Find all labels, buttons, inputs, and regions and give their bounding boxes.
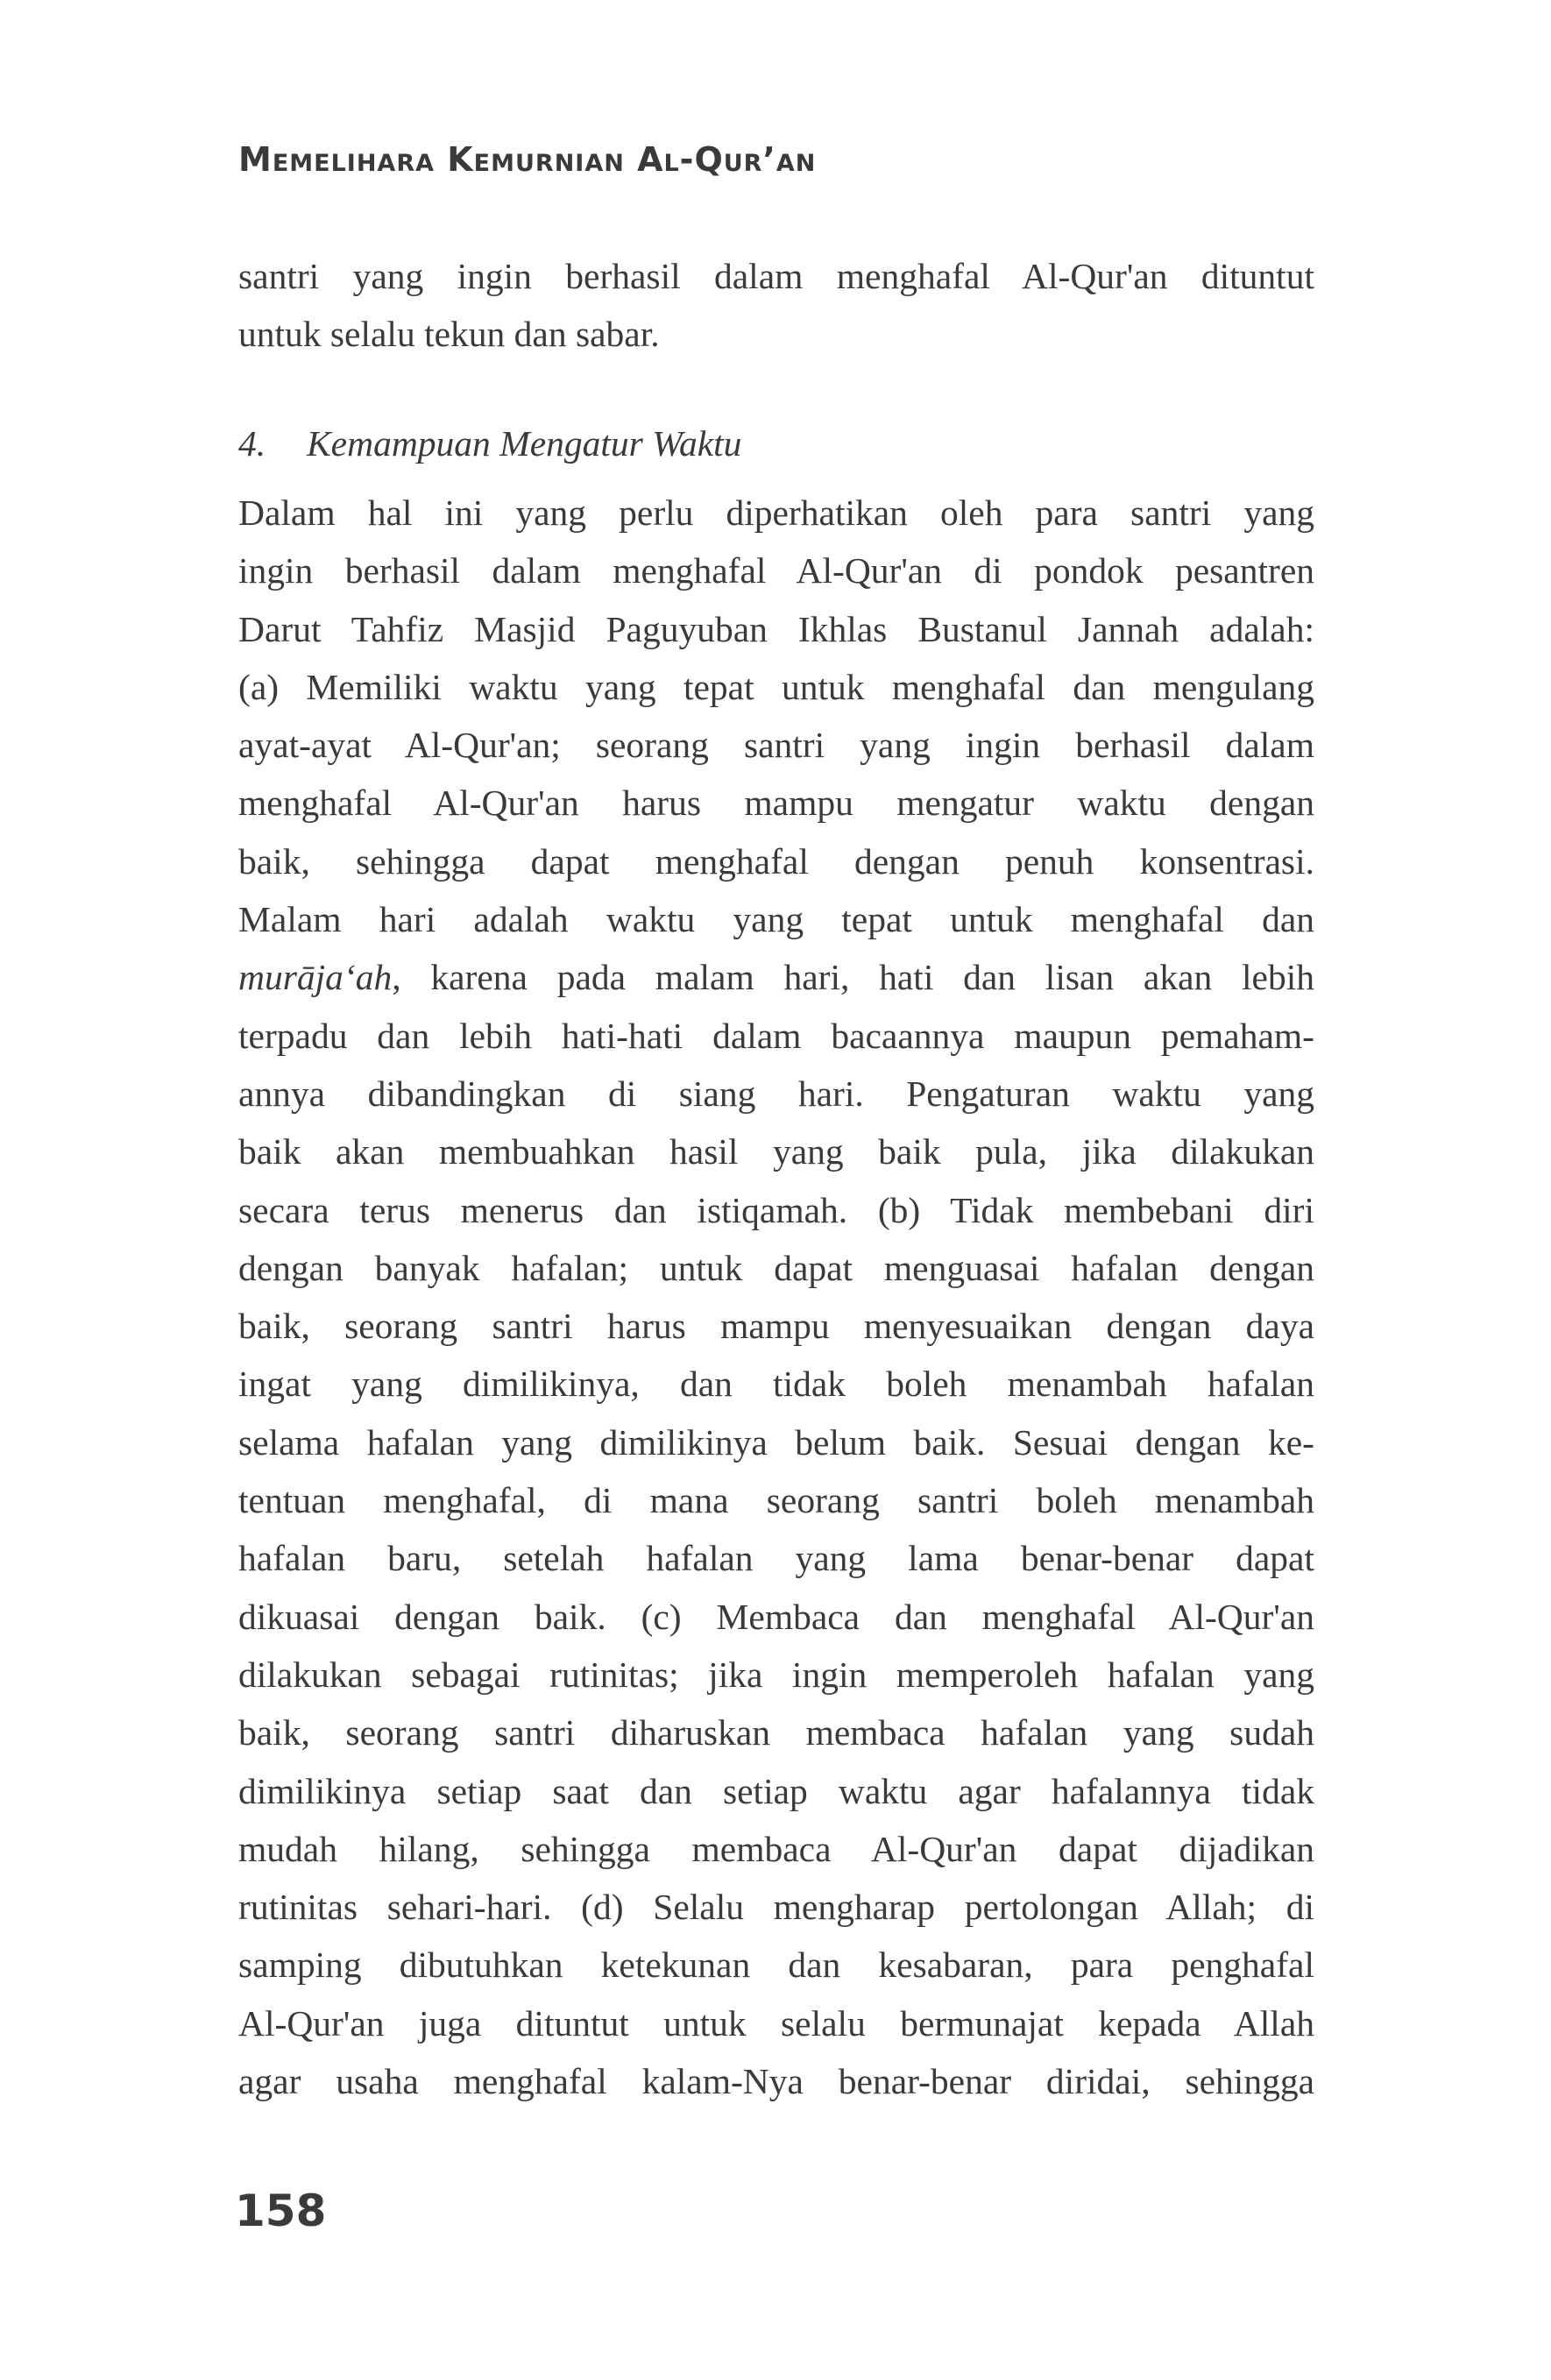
section-number: 4.: [238, 423, 266, 464]
text-line: secara terus menerus dan istiqamah. (b) Tidak membebani diri: [238, 1189, 1314, 1230]
text-line: baik, seorang santri diharuskan membaca hafalan yang sudah: [238, 1712, 1314, 1753]
text-line: menghafal Al-Qur'an harus mampu mengatur waktu dengan: [238, 783, 1314, 824]
intro-paragraph: [238, 247, 1314, 364]
text-line: Malam hari adalah waktu yang tepat untuk menghafal dan: [238, 899, 1314, 940]
text-line: hafalan baru, setelah hafalan yang lama benar-benar dapat: [238, 1538, 1314, 1579]
section-title: Kemampuan Mengatur Waktu: [307, 423, 742, 464]
text-line: samping dibutuhkan ketekunan dan kesabaran, para penghafal: [238, 1944, 1314, 1986]
text-line: Al-Qur'an juga dituntut untuk selalu bermunajat kepada Allah: [238, 2002, 1314, 2044]
text-line: ayat-ayat Al-Qur'an; seorang santri yang ingin berhasil dalam: [238, 725, 1314, 766]
text-line: Dalam hal ini yang perlu diperhatikan oleh para santri yang: [238, 492, 1314, 533]
text-line: ingin berhasil dalam menghafal Al-Qur'an di pondok pesantren: [238, 550, 1314, 591]
text-line: baik akan membuahkan hasil yang baik pula, jika dilakukan: [238, 1131, 1314, 1172]
text-line: santri yang ingin berhasil dalam menghafal Al-Qur'an dituntut: [238, 256, 1314, 296]
text-line: untuk selalu tekun dan sabar.: [238, 314, 660, 355]
section-heading: [238, 422, 741, 464]
text-line: dengan banyak hafalan; untuk dapat menguasai hafalan dengan: [238, 1247, 1314, 1288]
text-line: dimilikinya setiap saat dan setiap waktu agar hafalannya tidak: [238, 1770, 1314, 1811]
text-line: annya dibandingkan di siang hari. Pengaturan waktu yang: [238, 1073, 1314, 1114]
page-number: 158: [235, 2185, 327, 2236]
text-line: agar usaha menghafal kalam-Nya benar-benar diridai, sehingga: [238, 2061, 1314, 2102]
text-line: dikuasai dengan baik. (c) Membaca dan menghafal Al-Qur'an: [238, 1596, 1314, 1637]
text-line: mudah hilang, sehingga membaca Al-Qur'an dapat dijadikan: [238, 1828, 1314, 1869]
text-line: ingat yang dimilikinya, dan tidak boleh menambah hafalan: [238, 1364, 1314, 1405]
text-line: tentuan menghafal, di mana seorang santri boleh menambah: [238, 1480, 1314, 1521]
text-line: rutinitas sehari-hari. (d) Selalu mengharap pertolongan Allah; di: [238, 1887, 1314, 1928]
running-header: Memelihara Kemurnian Al-Qur’an: [238, 140, 817, 179]
text-line-rest: , karena pada malam hari, hati dan lisan akan lebih: [392, 957, 1314, 998]
main-paragraph: [238, 484, 1314, 2110]
text-line: baik, sehingga dapat menghafal dengan penuh konsentrasi.: [238, 840, 1314, 882]
text-line: Darut Tahfiz Masjid Paguyuban Ikhlas Bustanul Jannah adalah:: [238, 608, 1314, 649]
text-line: baik, seorang santri harus mampu menyesuaikan dengan daya: [238, 1306, 1314, 1347]
text-line: dilakukan sebagai rutinitas; jika ingin memperoleh hafalan yang: [238, 1654, 1314, 1695]
text-line: terpadu dan lebih hati-hati dalam bacaannya maupun pemaham-: [238, 1015, 1314, 1056]
text-line: selama hafalan yang dimilikinya belum baik. Sesuai dengan ke-: [238, 1421, 1314, 1463]
italic-term: murāja‘ah: [238, 957, 393, 998]
text-line-with-italic: [238, 948, 1314, 1006]
text-line: (a) Memiliki waktu yang tepat untuk menghafal dan mengulang: [238, 666, 1314, 707]
